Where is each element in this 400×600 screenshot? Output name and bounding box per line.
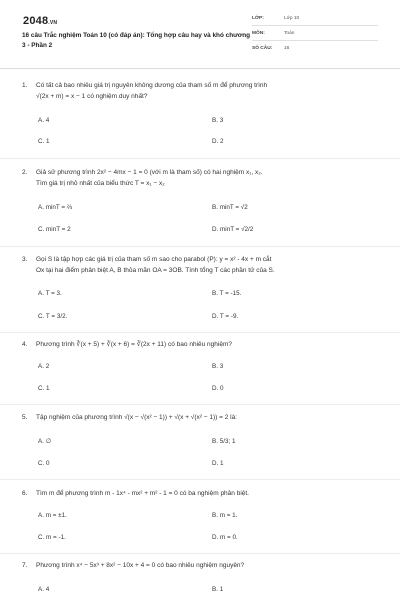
question-number: 5.: [22, 414, 28, 421]
question-text: Giả sử phương trình 2x² − 4mx − 1 = 0 (với m là tham số) có hai nghiệm x₁, x₂.: [36, 169, 263, 176]
question-text: Tìm m để phương trình m - 1x⁴ - mx² + m² - 1 = 0 có ba nghiệm phân biệt.: [36, 490, 249, 497]
q6-option-a[interactable]: A. m = ±1.: [38, 512, 67, 519]
q5-option-d[interactable]: D. 1: [212, 460, 224, 467]
question-separator: [0, 246, 400, 247]
q7-option-b[interactable]: B. 1: [212, 586, 224, 593]
count-label: SỐ CÂU:: [252, 46, 273, 51]
logo-text: 2048: [23, 15, 49, 27]
q3-option-b[interactable]: B. T = -15.: [212, 290, 242, 297]
question-number: 1.: [22, 82, 28, 89]
question-text-line2: Tìm giá trị nhỏ nhất của biểu thức T = x₁ − x₂: [36, 180, 165, 187]
question-text: Tập nghiệm của phương trình √(x − √(x² − 1)) + √(x + √(x² − 1)) = 2 là:: [36, 414, 237, 421]
site-logo[interactable]: [23, 15, 57, 27]
question-text-line2: Ox tại hai điểm phân biệt A, B thỏa mãn OA = 3OB. Tính tổng T các phần tử của S.: [36, 267, 275, 274]
question-number: 2.: [22, 169, 28, 176]
subject-value: Toán: [284, 31, 295, 36]
class-label: LỚP:: [252, 16, 264, 21]
question-number: 4.: [22, 341, 28, 348]
question-number: 3.: [22, 256, 28, 263]
q6-option-b[interactable]: B. m = 1.: [212, 512, 238, 519]
question-number: 7.: [22, 562, 28, 569]
q5-option-b[interactable]: B. 5/3; 1: [212, 438, 236, 445]
page-header: [0, 0, 400, 68]
q1-option-b[interactable]: B. 3: [212, 117, 224, 124]
question-separator: [0, 404, 400, 405]
count-value: 16: [284, 46, 290, 51]
question-separator: [0, 332, 400, 333]
meta-underline: [252, 25, 378, 26]
question-text: Phương trình ∛(x + 5) + ∛(x + 6) = ∛(2x + 11) có bao nhiêu nghiệm?: [36, 341, 232, 348]
q6-option-d[interactable]: D. m = 0.: [212, 534, 238, 541]
q2-option-a[interactable]: A. minT = ⅔: [38, 204, 73, 211]
q5-option-a[interactable]: A. ∅: [38, 438, 52, 445]
q4-option-d[interactable]: D. 0: [212, 385, 224, 392]
q1-option-d[interactable]: D. 2: [212, 138, 224, 145]
q3-option-a[interactable]: A. T = 3.: [38, 290, 62, 297]
q3-option-c[interactable]: C. T = 3/2.: [38, 313, 68, 320]
q2-option-c[interactable]: C. minT = 2: [38, 226, 71, 233]
question-separator: [0, 158, 400, 159]
q4-option-b[interactable]: B. 3: [212, 363, 224, 370]
subject-label: MÔN:: [252, 31, 265, 36]
document-title: 16 câu Trắc nghiệm Toán 10 (có đáp án): Tổng hợp câu hay và khó chương 3 - Phần 2: [22, 32, 251, 49]
q1-option-c[interactable]: C. 1: [38, 138, 50, 145]
question-text: Phương trình x⁴ − 5x³ + 8x² − 10x + 4 = 0 có bao nhiêu nghiệm nguyên?: [36, 562, 245, 569]
question-separator: [0, 479, 400, 480]
meta-underline: [252, 40, 378, 41]
header-divider: [0, 68, 400, 69]
q4-option-c[interactable]: C. 1: [38, 385, 50, 392]
question-separator: [0, 553, 400, 554]
q5-option-c[interactable]: C. 0: [38, 460, 50, 467]
q4-option-a[interactable]: A. 2: [38, 363, 50, 370]
q7-option-a[interactable]: A. 4: [38, 586, 50, 593]
question-text-line2: √(2x + m) = x − 1 có nghiệm duy nhất?: [36, 93, 148, 100]
q2-option-d[interactable]: D. minT = √2/2: [212, 226, 254, 233]
q6-option-c[interactable]: C. m = -1.: [38, 534, 66, 541]
question-number: 6.: [22, 490, 28, 497]
q3-option-d[interactable]: D. T = -9.: [212, 313, 239, 320]
q1-option-a[interactable]: A. 4: [38, 117, 50, 124]
question-text: Có tất cả bao nhiêu giá trị nguyên không dương của tham số m để phương trình: [36, 82, 268, 89]
question-text: Gọi S là tập hợp các giá trị của tham số m sao cho parabol (P): y = x² - 4x + m cắt: [36, 256, 272, 263]
q2-option-b[interactable]: B. minT = √2: [212, 204, 248, 211]
logo-suffix: .VN: [48, 20, 58, 26]
class-value: Lớp 10: [284, 16, 300, 21]
